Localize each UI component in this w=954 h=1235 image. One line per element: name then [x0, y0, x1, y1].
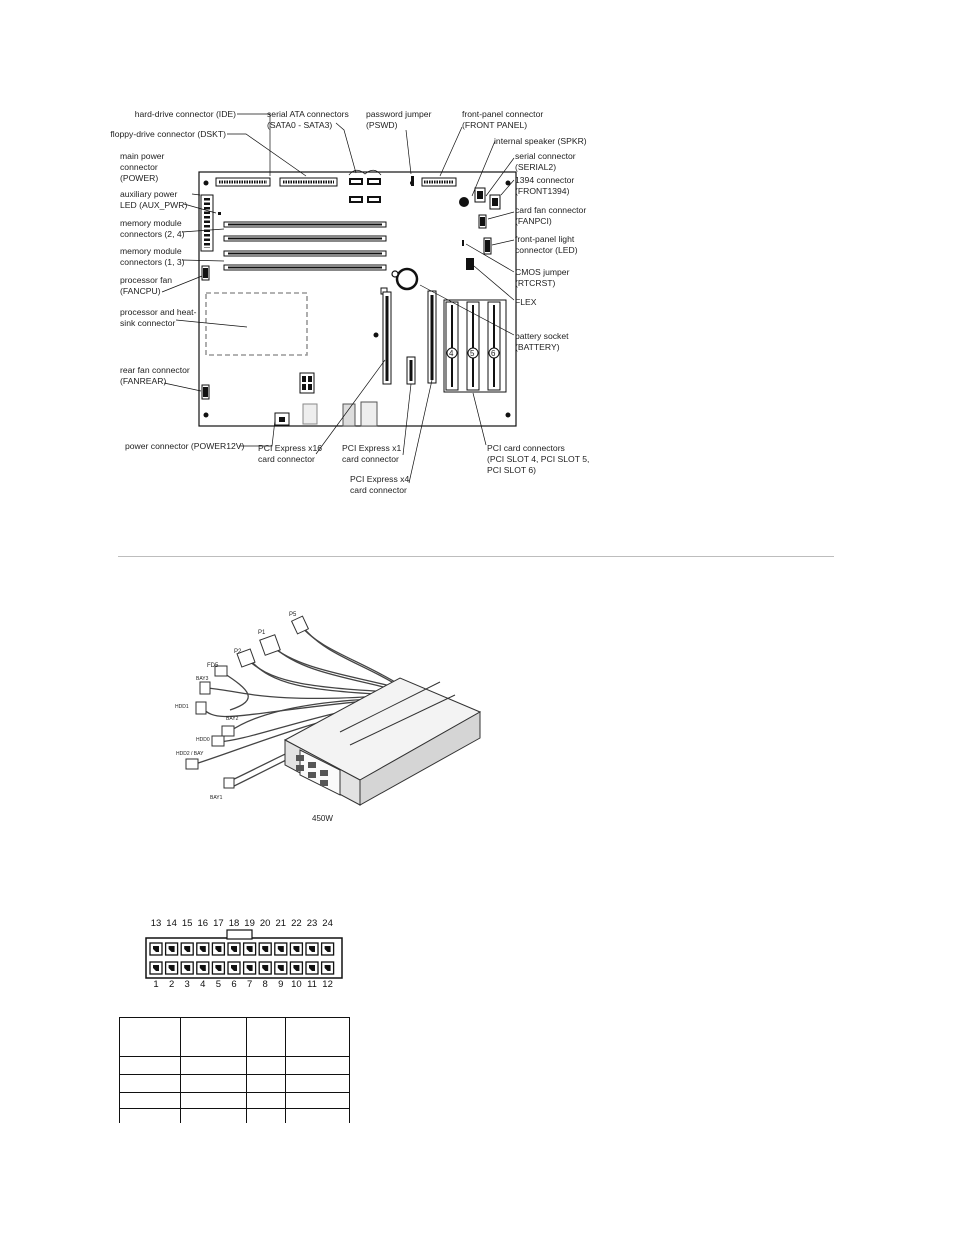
label-rtcrst: CMOS jumper (RTCRST) — [515, 267, 570, 288]
pin-socket — [212, 943, 224, 955]
psu-cable-hdd0: HDD0 — [196, 737, 210, 743]
pin-socket — [181, 943, 193, 955]
pin-socket — [306, 943, 318, 955]
pin-socket-key — [309, 946, 315, 952]
pin-socket — [259, 943, 271, 955]
pin-socket-key — [293, 965, 299, 971]
pin-socket — [275, 943, 287, 955]
psu-cable-p5: P5 — [289, 612, 297, 618]
pin-socket — [259, 962, 271, 974]
pin-socket-key — [200, 965, 206, 971]
pin-socket-key — [278, 965, 284, 971]
pin-number-bottom: 9 — [278, 979, 284, 990]
pin-socket — [181, 962, 193, 974]
pin-socket — [306, 962, 318, 974]
label-slot6: 6 — [491, 349, 496, 358]
pin-socket — [290, 962, 302, 974]
label-slot4: 4 — [449, 349, 454, 358]
label-pswd: password jumper (PSWD) — [366, 109, 432, 130]
pin-number-bottom: 2 — [168, 979, 175, 990]
label-dskt: floppy-drive connector (DSKT) — [110, 129, 226, 139]
psu-cable-fd5: FD5 — [207, 663, 219, 669]
pin-number-top: 17 — [213, 918, 224, 929]
pin-socket-key — [247, 965, 253, 971]
pin-socket — [197, 962, 209, 974]
section-divider — [118, 556, 834, 557]
label-pcie-x4: PCI Express x4 card connector — [350, 474, 410, 495]
pin-socket-key — [215, 946, 221, 952]
label-front-panel: front-panel connector (FRONT PANEL) — [462, 109, 544, 130]
pin-number-bottom: 4 — [200, 979, 206, 990]
pin-socket-key — [325, 965, 331, 971]
pin-number-top: 24 — [322, 918, 333, 929]
label-fanpci: card fan connector (FANPCI) — [515, 205, 587, 226]
pin-number-top: 19 — [244, 918, 255, 929]
label-slot5: 5 — [470, 349, 475, 358]
psu-cable-hdd1: HDD1 — [175, 704, 189, 710]
pin-socket — [228, 943, 240, 955]
psu-cable-bay2: BAY2 — [226, 716, 239, 722]
label-led: front-panel light connector (LED) — [515, 234, 578, 255]
label-fanrear: rear fan connector (FANREAR) — [120, 365, 190, 386]
label-serial2: serial connector (SERIAL2) — [515, 151, 576, 172]
label-pci-slots: PCI card connectors (PCI SLOT 4, PCI SLOT 5, PCI SLOT 6) — [487, 443, 590, 475]
pin-socket-key — [215, 965, 221, 971]
pin-number-top: 23 — [306, 918, 318, 929]
power-supply-figure — [0, 600, 954, 830]
label-flex: FLEX — [515, 297, 537, 307]
pin-socket — [228, 962, 240, 974]
pin-socket-key — [262, 946, 268, 952]
pin-socket — [322, 962, 334, 974]
pin-socket — [290, 943, 302, 955]
pin-socket-key — [278, 946, 284, 952]
label-sata: serial ATA connectors (SATA0 - SATA3) — [267, 109, 349, 130]
psu-cable-p1: P1 — [258, 630, 266, 636]
label-mem-24: memory module connectors (2, 4) — [120, 218, 185, 239]
psu-caption: 450W — [312, 814, 333, 823]
label-power: main power connector (POWER) — [120, 151, 165, 183]
pin-socket-key — [184, 946, 190, 952]
pin-number-bottom: 12 — [322, 979, 333, 990]
pin-socket — [322, 943, 334, 955]
pin-number-top: 14 — [166, 918, 177, 929]
label-aux-pwr: auxiliary power LED (AUX_PWR) — [120, 189, 188, 210]
label-heatsink: processor and heat- sink connector — [120, 307, 197, 328]
motherboard-figure — [0, 0, 954, 520]
pin-socket — [244, 962, 256, 974]
pin-number-top: 13 — [150, 918, 162, 929]
pin-number-top: 16 — [197, 918, 209, 929]
label-spkr: internal speaker (SPKR) — [494, 136, 587, 146]
pin-socket-key — [325, 946, 331, 952]
psu-cable-p2: P2 — [234, 649, 242, 655]
pin-socket-key — [231, 946, 237, 952]
psu-cable-hdd2-bay: HDD2 / BAY — [176, 751, 204, 757]
pin-socket — [197, 943, 209, 955]
pin-socket-key — [262, 965, 268, 971]
pin-number-top: 22 — [291, 918, 302, 929]
pin-number-bottom: 7 — [246, 979, 253, 990]
pin-number-top: 15 — [181, 918, 193, 929]
table-row — [120, 1075, 350, 1093]
pin-socket-key — [309, 965, 315, 971]
pin-number-bottom: 6 — [231, 979, 237, 990]
label-mem-13: memory module connectors (1, 3) — [120, 246, 185, 267]
label-fancpu: processor fan (FANCPU) — [120, 275, 173, 296]
pin-socket-key — [231, 965, 237, 971]
table-header-row — [120, 1018, 350, 1057]
pin-number-bottom: 11 — [307, 979, 317, 990]
pin-number-top: 21 — [275, 918, 287, 929]
pin-socket-key — [153, 965, 159, 971]
label-power12v: power connector (POWER12V) — [125, 441, 245, 451]
table-row — [120, 1109, 350, 1124]
pin-socket-key — [200, 946, 206, 952]
label-pcie-x1: PCI Express x1 card connector — [342, 443, 402, 464]
psu-cable-bay1: BAY1 — [210, 795, 223, 801]
pin-socket-key — [293, 946, 299, 952]
pin-socket-key — [247, 946, 253, 952]
pin-number-top: 18 — [228, 918, 240, 929]
pin-number-bottom: 8 — [262, 979, 268, 990]
label-front1394: 1394 connector (FRONT1394) — [515, 175, 575, 196]
pin-number-bottom: 3 — [184, 979, 190, 990]
pin-assignment-table — [119, 1017, 350, 1123]
label-pcie-x16: PCI Express x16 card connector — [258, 443, 322, 464]
power-supply-drawing — [0, 600, 954, 830]
pin-number-top: 20 — [259, 918, 271, 929]
table-row — [120, 1093, 350, 1109]
pin-number-bottom: 10 — [291, 979, 302, 990]
pin-number-bottom: 5 — [215, 979, 222, 990]
table-row — [120, 1057, 350, 1075]
pin-socket-key — [184, 965, 190, 971]
pin-socket — [244, 943, 256, 955]
psu-cable-bay3: BAY3 — [196, 676, 209, 682]
pin-socket — [150, 962, 162, 974]
pin-socket — [150, 943, 162, 955]
pin-socket — [166, 962, 178, 974]
pin-number-bottom: 1 — [153, 979, 159, 990]
pin-socket-key — [169, 965, 175, 971]
pin-socket — [275, 962, 287, 974]
pin-socket-key — [169, 946, 175, 952]
label-battery: battery socket (BATTERY) — [515, 331, 569, 352]
pin-socket — [212, 962, 224, 974]
pin-socket-key — [153, 946, 159, 952]
pin-socket — [166, 943, 178, 955]
label-ide: hard-drive connector (IDE) — [134, 109, 236, 119]
